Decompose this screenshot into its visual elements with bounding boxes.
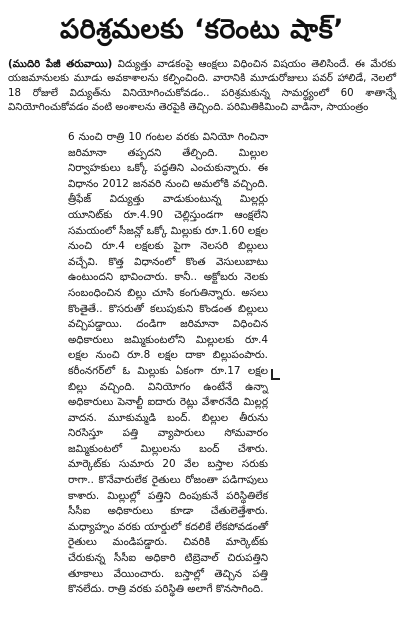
continuation-mark — [271, 369, 280, 380]
article-dateline: (ముదిరి పేజీ తరువాయి) — [8, 59, 113, 70]
article-lead-paragraph — [8, 58, 396, 115]
article-headline: పరిశ్రమలకు ‘కరెంటు షాక్’ — [59, 13, 345, 45]
article-body-text: 6 నుంచి రాత్రి 10 గంటల వరకు వినియో గించినా జరిమానా తప్పదని తేల్చింది. మిల్లుల నిర్వాహకులు ఒక్కో పద్ధతిని ఎంచుకున్నారు. ఈ విధానం 2012 జనవరి నుంచి అమలోకి వచ్చింది. త్రీఫేజ్ విద్యుత్తు వాడుకుంటున్న మిల్లర్లు యూనిట్‌కు రూ.4.90 చెల్లిస్తుండగా ఆంక్షలేని సమయంలో సీజన్లో ఒక్కో మిల్లుకు రూ.1.60 లక్షల నుంచి రూ.4 లక్షలకు పైగా నెలసరి బిల్లులు వచ్చేవి. కొత్త విధానంలో కొంత వెసులుబాటు ఉంటుందని భావించారు. కానీ.. అక్టోబరు నెలకు సంబంధించిన బిల్లు చూసి కంగుతిన్నారు. అసలు కొంతైతే.. కొసరుతో కలుపుకుని కొండంత బిల్లులు వచ్చిపడ్డాయి. దండిగా జరిమానా విధించిన అధికారులు జమ్మికుంటలోని మిల్లులకు రూ.4 లక్షల నుంచి రూ.8 లక్షల దాకా బిల్లుపంపారు. కరీంనగర్‌లో ఓ మిల్లుకు ఏకంగా రూ.17 లక్షల బిల్లు వచ్చింది. వినియోగం ఉంటేనే ఉన్నా అధికారులు పెనాల్టీ ఐదారు రెట్లు వేశారనేది మిల్లర్ల వాదన. మూకుమ్మడి బంద్. బిల్లుల తీరును నిరసిస్తూ పత్తి వ్యాపారులు సోమవారం జమ్మికుంటలో మిల్లులను బంద్ చేశారు. మార్కెట్‌కు సుమారు 20 వేల బస్తాల సరుకు రాగా.. కొనేవారులేక రైతులు రోజంతా పడిగాపులు కాశారు. మిల్లుల్లో పత్తిని దింపుకునే పరిస్థితిలేక సీసీఐ అధికారులు కూడా చేతులెత్తేశారు. మధ్యాహ్నం వరకు యార్డులో కదలికే లేకపోవడంతో రైతులు మండిపడ్డారు. చివరికి మార్కెట్‌కు చేరుకున్న సీసీఐ అధికారి టిబ్రెవాల్ చిరుపత్తిని తూకాలు వేయించారు. బస్తాల్లో తెచ్చిన పత్తి కొనలేదు. రాత్రి వరకు పరిస్థితి అలాగే కొనసాగింది. — [68, 131, 268, 596]
article-lead-text: విద్యుత్తు వాడకంపై ఆంక్షలు విధించిన విషయం తెలిసిందే. ఈ మేరకు యజమానులకు మూడు అవకాశాలను కల్పించింది. వారానికి మూడురోజులు పవర్ హాలిడే, నెలలో 18 రోజులే విద్యుత్‌ను వినియోగించుకోవడం.. పరిశ్రమకున్న సామర్థ్యంలో 60 శాతాన్నే వినియోగించుకోవడం వంటి అంశాలను తెరపైకి తెచ్చింది. పరిమితికిమించి వాడినా, సాయంత్రం — [8, 59, 396, 113]
article-body-column — [68, 130, 268, 598]
